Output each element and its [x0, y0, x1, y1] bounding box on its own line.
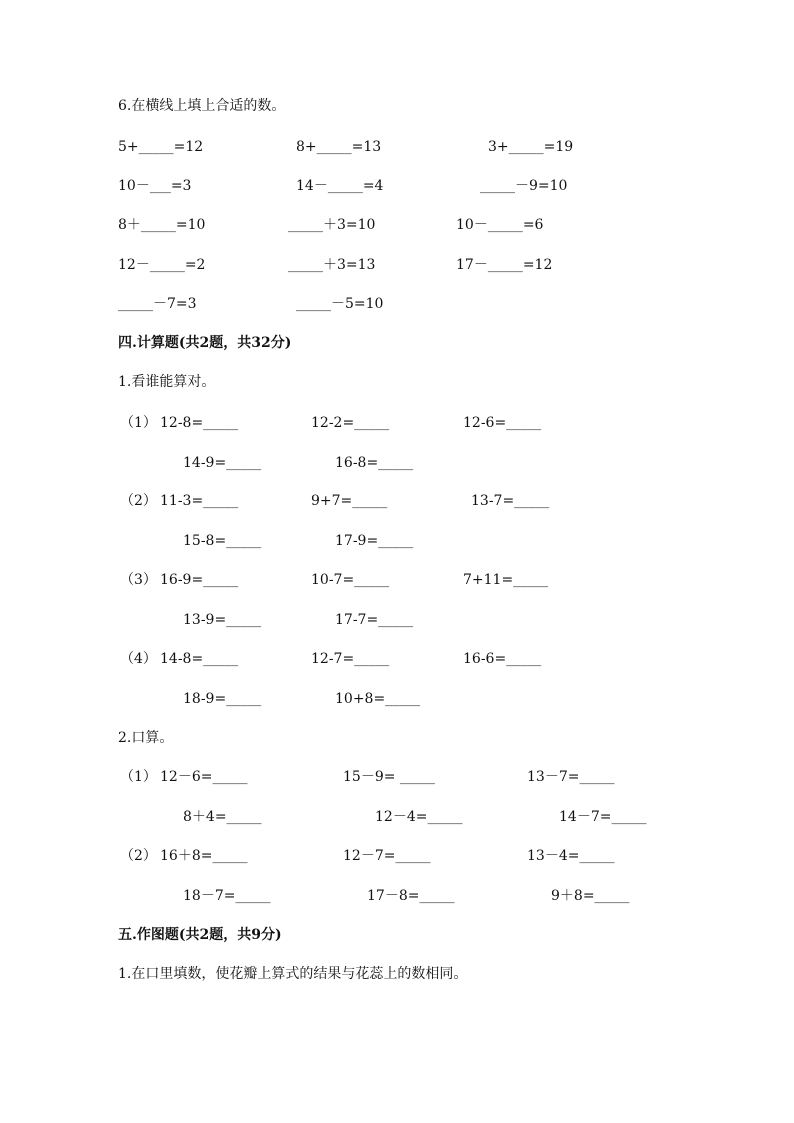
fill-blank-item: 17－_____=12 — [456, 257, 553, 273]
calc-item: 14-9=_____ — [183, 455, 262, 471]
group-label: （3） — [120, 572, 157, 588]
calc-item: 16-8=_____ — [335, 455, 414, 471]
calc-item: 13-7=_____ — [471, 493, 550, 509]
fill-blank-item: 14－_____=4 — [296, 178, 384, 194]
group-label: （2） — [120, 848, 157, 864]
calc-item: 12－7=_____ — [343, 848, 431, 864]
part5-q1: 1.在口里填数，使花瓣上算式的结果与花蕊上的数相同。 — [118, 966, 468, 982]
part5-heading: 五.作图题(共2题，共9分) — [118, 927, 282, 943]
calc-item: 16＋8=_____ — [160, 848, 248, 864]
part4-heading: 四.计算题(共2题，共32分) — [118, 335, 292, 351]
calc-item: 14－7=_____ — [559, 809, 647, 825]
fill-blank-item: 12－_____=2 — [118, 257, 206, 273]
calc-item: 13-9=_____ — [183, 612, 262, 628]
calc-item: 17－8=_____ — [367, 888, 455, 904]
fill-blank-item: _____－9=10 — [480, 178, 568, 194]
calc-item: 18-9=_____ — [183, 691, 262, 707]
group-label: （2） — [120, 493, 157, 509]
calc-item: 9+7=_____ — [311, 493, 388, 509]
calc-item: 13－7=_____ — [527, 769, 615, 785]
calc-item: 15-8=_____ — [183, 533, 262, 549]
calc-item: 12－6=_____ — [160, 769, 248, 785]
calc-item: 15－9= _____ — [343, 769, 435, 785]
calc-item: 12－4=_____ — [375, 809, 463, 825]
calc-item: 12-2=_____ — [311, 415, 390, 431]
fill-blank-item: _____－7=3 — [118, 296, 197, 312]
fill-blank-item: 3+_____=19 — [488, 139, 574, 155]
fill-blank-item: 5+_____=12 — [118, 139, 204, 155]
calc-item: 12-8=_____ — [160, 415, 239, 431]
calc-item: 16-6=_____ — [463, 651, 542, 667]
q2-title: 2.口算。 — [118, 730, 174, 746]
calc-item: 8＋4=_____ — [183, 809, 262, 825]
fill-blank-item: 10－___=3 — [118, 178, 192, 194]
fill-blank-item: _____＋3=10 — [288, 217, 376, 233]
calc-item: 12-6=_____ — [463, 415, 542, 431]
section6-title: 6.在横线上填上合适的数。 — [118, 98, 286, 114]
calc-item: 18－7=_____ — [183, 888, 271, 904]
calc-item: 14-8=_____ — [160, 651, 239, 667]
calc-item: 16-9=_____ — [160, 572, 239, 588]
fill-blank-item: _____－5=10 — [296, 296, 384, 312]
calc-item: 17-7=_____ — [335, 612, 414, 628]
fill-blank-item: 8＋_____=10 — [118, 217, 206, 233]
q1-title: 1.看谁能算对。 — [118, 374, 216, 390]
calc-item: 9＋8=_____ — [551, 888, 630, 904]
fill-blank-item: 8+_____=13 — [296, 139, 382, 155]
calc-item: 11-3=_____ — [160, 493, 239, 509]
calc-item: 17-9=_____ — [335, 533, 414, 549]
calc-item: 10-7=_____ — [311, 572, 390, 588]
group-label: （1） — [120, 769, 157, 785]
group-label: （1） — [120, 415, 157, 431]
calc-item: 7+11=_____ — [463, 572, 549, 588]
group-label: （4） — [120, 651, 157, 667]
calc-item: 10+8=_____ — [335, 691, 421, 707]
fill-blank-item: 10－_____=6 — [456, 217, 544, 233]
calc-item: 13－4=_____ — [527, 848, 615, 864]
calc-item: 12-7=_____ — [311, 651, 390, 667]
fill-blank-item: _____＋3=13 — [288, 257, 376, 273]
